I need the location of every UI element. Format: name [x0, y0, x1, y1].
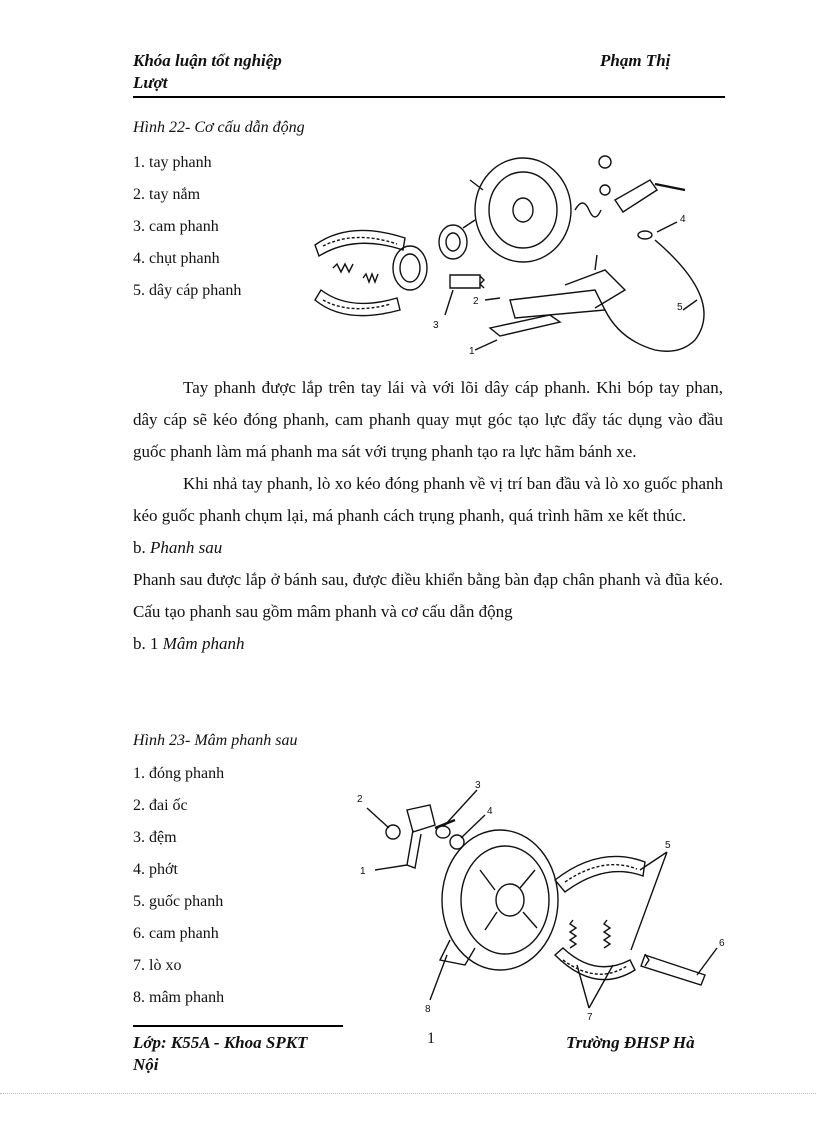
brake-shoe-lower	[555, 948, 635, 980]
list-item: 1. tay phanh	[133, 154, 212, 171]
list-item: 5. dây cáp phanh	[133, 282, 242, 299]
list-item: 4. phớt	[133, 861, 178, 878]
figure2-list	[133, 758, 333, 1014]
figure2-diagram	[345, 770, 745, 1025]
callout-1: 1	[360, 866, 366, 877]
paragraph: Khi nhả tay phanh, lò xo kéo đóng phanh về vị trí ban đầu và lò xo guốc phanh kéo guốc phanh chụm lại, má phanh cách trụng phanh, quá trình hãm xe kết thúc.	[133, 474, 723, 525]
brake-arm	[615, 180, 657, 212]
header-left-line2: Lượt	[133, 73, 168, 92]
list-item: 8. mâm phanh	[133, 989, 225, 1006]
footer-left-line2: Nội	[133, 1055, 159, 1074]
section-prefix: b.	[133, 538, 146, 557]
section-title: Mâm phanh	[162, 634, 245, 653]
list-item: 3. đệm	[133, 829, 177, 846]
list-item: 5. guốc phanh	[133, 893, 224, 910]
callout-3: 3	[433, 320, 439, 331]
handle-grip	[510, 290, 605, 318]
callout-4: 4	[680, 214, 686, 225]
callout-2: 2	[357, 794, 363, 805]
brake-panel	[442, 830, 558, 970]
callout-8: 8	[425, 1004, 431, 1015]
footer-rule	[133, 1025, 343, 1027]
brake-shoe-upper	[555, 856, 645, 892]
spring-left	[333, 264, 353, 272]
figure1-diagram	[305, 150, 725, 365]
brake-arm	[407, 805, 435, 832]
brake-cable	[605, 240, 704, 351]
list-item: 1. đóng phanh	[133, 765, 225, 782]
washer	[436, 826, 450, 838]
brake-cam	[641, 955, 705, 985]
seal-ring	[393, 246, 427, 290]
callout-5: 5	[677, 302, 683, 313]
page-number: 1	[427, 1030, 435, 1047]
spring-right	[363, 274, 378, 282]
callout-7: 7	[587, 1012, 593, 1023]
list-item: 6. cam phanh	[133, 925, 219, 942]
figure1-caption: Hình 22- Cơ cấu dẫn động	[133, 119, 305, 136]
header-left-line1: Khóa luận tốt nghiệp	[133, 51, 282, 70]
washer	[600, 185, 610, 195]
nut	[599, 156, 611, 168]
lever-housing	[565, 270, 625, 308]
header-author: Phạm Thị	[600, 51, 671, 70]
footer-class	[133, 1032, 307, 1076]
callout-2: 2	[473, 296, 479, 307]
gear-washer	[439, 225, 467, 259]
figure2-caption: Hình 23- Mâm phanh sau	[133, 732, 298, 749]
callout-6: 6	[719, 938, 725, 949]
footer-left-line1: Lớp: K55A - Khoa SPKT	[133, 1033, 308, 1052]
paragraph: Tay phanh được lắp trên tay lái và với lõi dây cáp phanh. Khi bóp tay phan, dây cáp sẽ kéo đóng phanh, cam phanh quay mụt góc tạo lực đẩy tác dụng vào đầu guốc phanh làm má phanh ma sát với trụng phanh tạo ra lực hãm bánh xe.	[133, 378, 723, 461]
section-prefix: b. 1	[133, 634, 159, 653]
spring-right	[604, 920, 610, 948]
footer-school: Trường ĐHSP Hà	[566, 1033, 695, 1052]
section-title: Phanh sau	[150, 538, 223, 557]
spring-left	[570, 920, 576, 948]
list-item: 3. cam phanh	[133, 218, 219, 235]
section-heading-b	[133, 532, 723, 564]
list-item: 4. chụt phanh	[133, 250, 220, 267]
section-heading-b1	[133, 628, 723, 660]
page-bottom-divider	[0, 1093, 816, 1094]
header-rule	[133, 96, 725, 98]
list-item: 7. lò xo	[133, 957, 182, 974]
callout-4: 4	[487, 806, 493, 817]
brake-cam	[450, 275, 480, 288]
callout-3: 3	[475, 780, 481, 791]
brake-lever	[490, 315, 560, 336]
header-title	[133, 50, 282, 94]
list-item: 2. tay nắm	[133, 186, 201, 203]
body-text	[133, 372, 723, 660]
callout-1: 1	[469, 346, 475, 357]
list-item: 2. đai ốc	[133, 797, 188, 814]
paragraph: Phanh sau được lắp ở bánh sau, được điều khiển bằng bàn đạp chân phanh và đũa kéo. Cấu tạo phanh sau gồm mâm phanh và cơ cấu dẫn động	[133, 570, 723, 621]
callout-5: 5	[665, 840, 671, 851]
figure1-list	[133, 147, 303, 307]
bolt	[655, 184, 685, 190]
return-spring	[575, 203, 601, 217]
